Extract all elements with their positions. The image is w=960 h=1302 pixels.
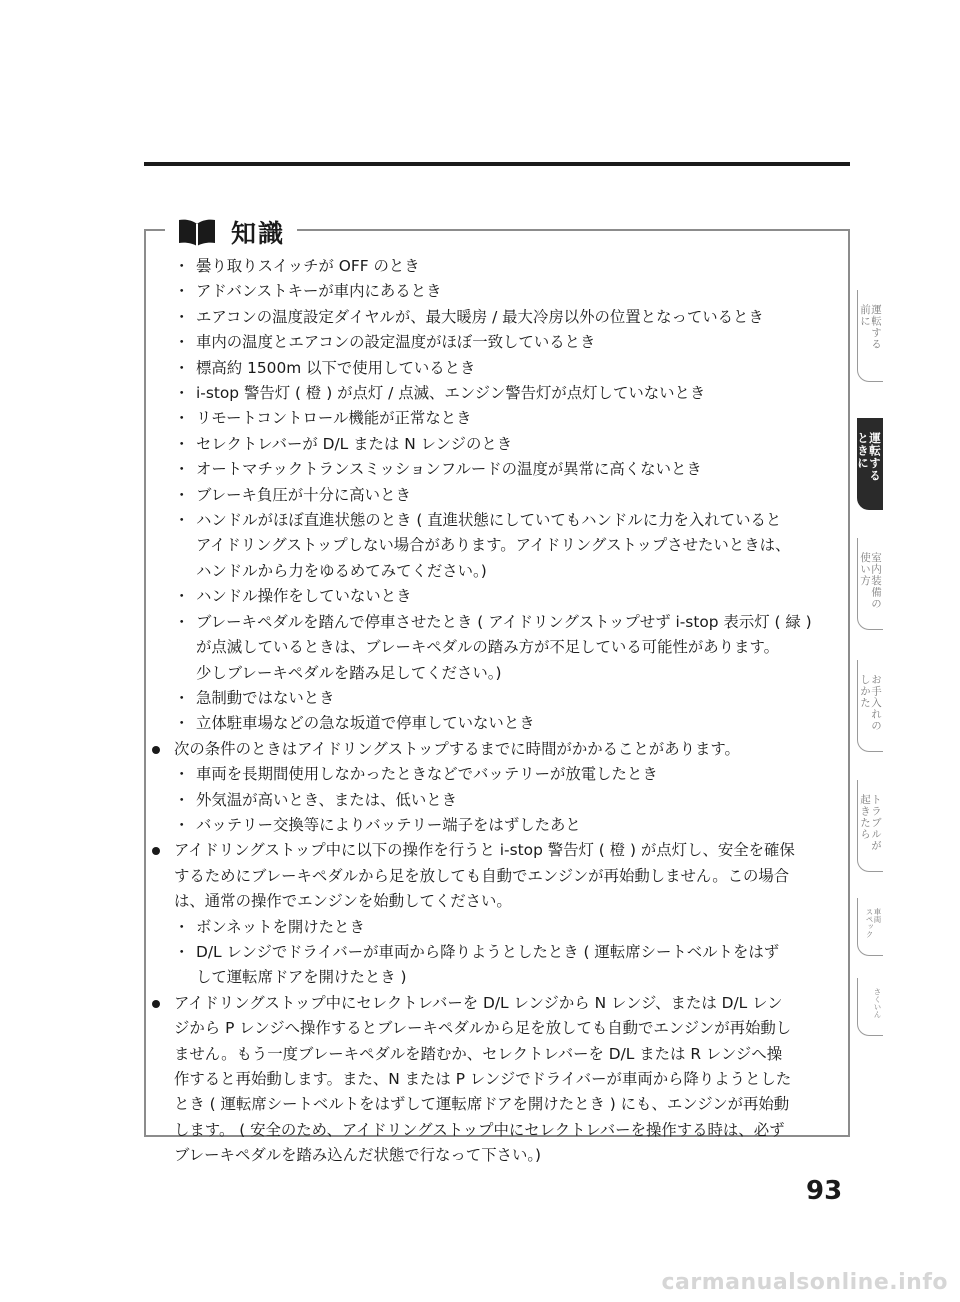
text-line: ハンドル操作をしていないとき: [196, 587, 412, 606]
text-line: して運転席ドアを開けたとき ): [196, 968, 407, 987]
bullet-mark: ・: [174, 333, 190, 352]
text-line: は、通常の操作でエンジンを始動してください。: [174, 892, 512, 911]
list-item: [150, 762, 840, 787]
list-item: [150, 940, 840, 991]
section-tab-label: 車両 スペック: [865, 908, 882, 938]
text-line: バッテリー交換等によりバッテリー端子をはずしたあと: [196, 815, 581, 834]
text-line: とき ( 運転席シートベルトをはずして運転席ドアを開けたとき ) にも、エンジンが再始動: [174, 1095, 790, 1114]
text-line: 曇り取りスイッチが OFF のとき: [196, 257, 420, 275]
bullet-mark: ・: [174, 434, 190, 453]
list-item: [150, 686, 840, 711]
bullet-mark: ・: [174, 511, 190, 530]
text-line: 標高約 1500m 以下で使用しているとき: [196, 358, 476, 377]
knowledge-content: [150, 254, 840, 1169]
list-item: [150, 406, 840, 431]
bullet-mark: ・: [174, 460, 190, 479]
section-tab[interactable]: [857, 290, 883, 382]
text-line: 急制動ではないとき: [196, 688, 335, 707]
list-item: [150, 610, 840, 686]
text-line: アイドリングストップ中に以下の操作を行うと i-stop 警告灯 ( 橙 ) が点灯し、安全を確保: [174, 841, 795, 860]
note-item: [150, 737, 840, 762]
text-line: ジから P レンジへ操作するとブレーキペダルから足を放しても自動でエンジンが再始動し: [174, 1019, 792, 1038]
text-line: 車内の温度とエアコンの設定温度がほぼ一致しているとき: [196, 333, 596, 352]
bullet-mark: ・: [174, 409, 190, 428]
text-line: します。 ( 安全のため、アイドリングストップ中にセレクトレバーを操作する時は、必ず: [174, 1120, 785, 1139]
bullet-mark: ・: [174, 307, 190, 326]
list-item: [150, 711, 840, 736]
text-line: 外気温が高いとき、または、低いとき: [196, 790, 458, 809]
bullet-mark: ・: [174, 257, 190, 275]
page-number: 93: [806, 1176, 843, 1206]
section-tab[interactable]: [857, 978, 883, 1036]
round-bullet-mark: [152, 746, 160, 754]
section-tab[interactable]: [857, 660, 883, 752]
section-tab[interactable]: [857, 418, 883, 510]
bullet-mark: ・: [174, 612, 190, 631]
text-line: リモートコントロール機能が正常なとき: [196, 409, 472, 428]
text-line: ハンドルがほぼ直進状態のとき ( 直進状態にしていてもハンドルに力を入れていると: [196, 511, 782, 530]
bullet-mark: ・: [174, 485, 190, 504]
text-line: 車両を長期間使用しなかったときなどでバッテリーが放電したとき: [196, 765, 658, 784]
text-line: アイドリングストップしない場合があります。アイドリングストップさせたいときは、: [196, 536, 791, 555]
bullet-mark: ・: [174, 765, 190, 784]
text-line: するためにブレーキペダルから足を放しても自動でエンジンが再始動しません。この場合: [174, 866, 790, 885]
text-line: ブレーキペダルを踏み込んだ状態で行なって下さい。): [174, 1146, 542, 1165]
section-tab-label: さくいん: [873, 988, 882, 1018]
section-tab-label: 室内装備の 使い方: [859, 552, 882, 610]
text-line: ボンネットを開けたとき: [196, 917, 365, 936]
text-line: i-stop 警告灯 ( 橙 ) が点灯 / 点滅、エンジン警告灯が点灯していないとき: [196, 384, 706, 403]
section-tab-label: 運転する 前に: [859, 304, 882, 350]
note-item: [150, 838, 840, 914]
text-line: オートマチックトランスミッションフルードの温度が異常に高くないとき: [196, 460, 702, 479]
condition-list: [150, 254, 840, 737]
round-bullet-mark: [152, 847, 160, 855]
section-tab-label: 運転する ときに: [856, 432, 882, 482]
list-item: [150, 330, 840, 355]
text-line: 次の条件のときはアイドリングストップするまでに時間がかかることがあります。: [174, 739, 740, 758]
list-item: [150, 305, 840, 330]
text-line: 作すると再始動します。また、N または P レンジでドライバーが車両から降りようとした: [174, 1070, 792, 1088]
list-item: [150, 356, 840, 381]
list-item: [150, 432, 840, 457]
list-item: [150, 508, 840, 584]
section-tab[interactable]: [857, 780, 883, 872]
list-item: [150, 915, 840, 940]
bullet-mark: ・: [174, 384, 190, 403]
section-tab-label: お手入れの しかた: [859, 674, 882, 732]
text-line: ブレーキ負圧が十分に高いとき: [196, 485, 411, 504]
section-tab[interactable]: [857, 898, 883, 956]
bullet-mark: ・: [174, 917, 190, 936]
text-line: セレクトレバーが D/L または N レンジのとき: [196, 434, 513, 453]
bullet-mark: ・: [174, 714, 190, 733]
top-rule: [144, 162, 850, 166]
knowledge-title: 知識: [231, 219, 286, 248]
list-item: [150, 254, 840, 279]
text-line: アドバンストキーが車内にあるとき: [196, 282, 442, 301]
text-line: ハンドルから力をゆるめてみてください。): [196, 561, 487, 580]
text-line: エアコンの温度設定ダイヤルが、最大暖房 / 最大冷房以外の位置となっているとき: [196, 307, 764, 326]
text-line: 立体駐車場などの急な坂道で停車していないとき: [196, 714, 535, 733]
bullet-mark: ・: [174, 358, 190, 377]
note-item: [150, 991, 840, 1169]
knowledge-heading: [165, 212, 297, 252]
no-restart-list: [150, 915, 840, 991]
bullet-mark: ・: [174, 942, 190, 961]
bullet-mark: ・: [174, 587, 190, 606]
list-item: [150, 788, 840, 813]
list-item: [150, 381, 840, 406]
section-tab-label: トラブルが 起きたら: [859, 794, 882, 852]
text-line: が点滅しているときは、ブレーキペダルの踏み方が不足している可能性があります。: [196, 638, 779, 657]
list-item: [150, 584, 840, 609]
text-line: ブレーキペダルを踏んで停車させたとき ( アイドリングストップせず i-stop 表示灯 ( 緑 ): [196, 612, 812, 631]
list-item: [150, 483, 840, 508]
list-item: [150, 813, 840, 838]
list-item: [150, 457, 840, 482]
open-book-icon: [177, 217, 217, 247]
text-line: アイドリングストップ中にセレクトレバーを D/L レンジから N レンジ、または D/L レン: [174, 993, 783, 1012]
note-selector-lever: [150, 991, 840, 1169]
bullet-mark: ・: [174, 688, 190, 707]
bullet-mark: ・: [174, 815, 190, 834]
text-line: D/L レンジでドライバーが車両から降りようとしたとき ( 運転席シートベルトをはず: [196, 942, 780, 961]
section-tab[interactable]: [857, 538, 883, 630]
watermark: carmanualsonline.info: [661, 1270, 948, 1295]
round-bullet-mark: [152, 1000, 160, 1008]
text-line: ません。もう一度ブレーキペダルを踏むか、セレクトレバーを D/L または R レンジへ操: [174, 1044, 783, 1063]
note-no-restart: [150, 838, 840, 914]
note-slow-stop: [150, 737, 840, 762]
slow-stop-list: [150, 762, 840, 838]
text-line: 少しブレーキペダルを踏み足してください。): [196, 663, 502, 682]
bullet-mark: ・: [174, 282, 190, 301]
list-item: [150, 279, 840, 304]
bullet-mark: ・: [174, 790, 190, 809]
